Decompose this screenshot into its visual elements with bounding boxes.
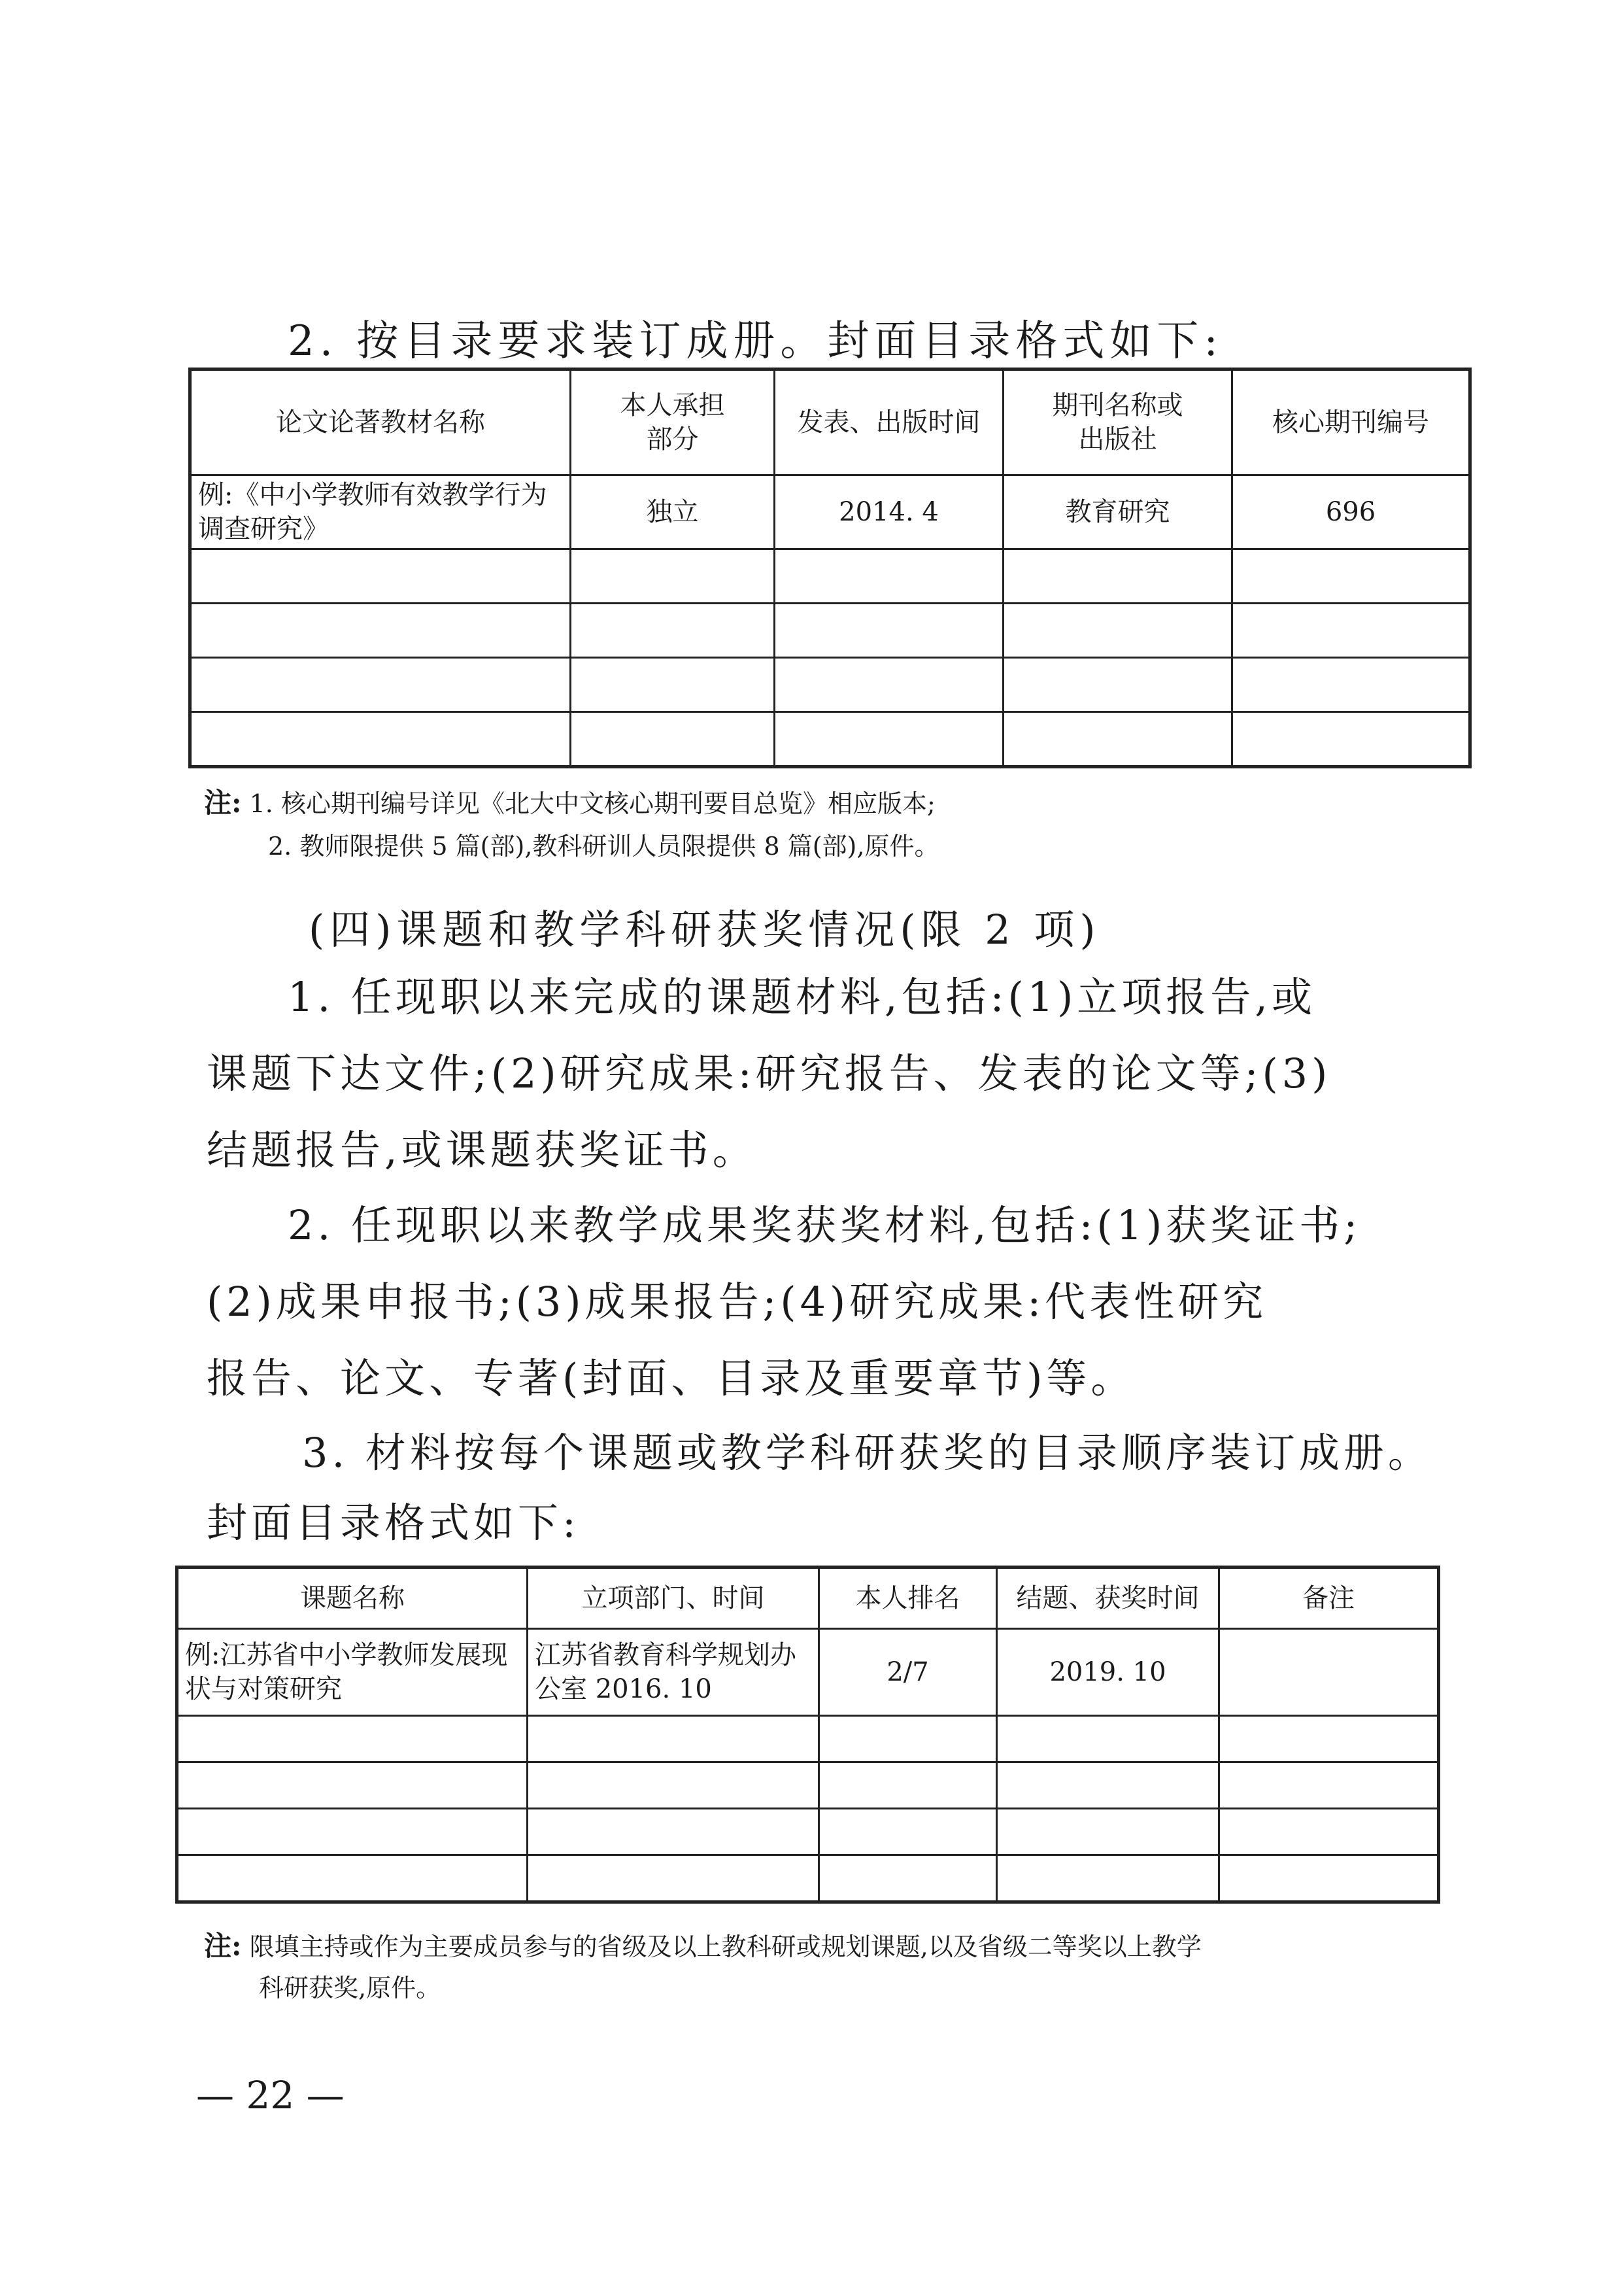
table-cell[interactable] <box>190 658 571 712</box>
header-cell: 本人承担部分 <box>571 369 775 475</box>
table-cell[interactable] <box>190 549 571 604</box>
table-note-2 <box>268 828 939 865</box>
table-cell: 2019. 10 <box>997 1629 1219 1716</box>
table-cell[interactable] <box>775 604 1004 658</box>
table-cell: 696 <box>1232 475 1470 549</box>
note-prefix: 注: <box>204 787 242 819</box>
table-cell[interactable] <box>177 1762 528 1809</box>
paragraph-line: 1. 任现职以来完成的课题材料,包括:(1)立项报告,或 <box>288 973 1316 1021</box>
table-cell: 例:江苏省中小学教师发展现状与对策研究 <box>177 1629 528 1716</box>
table-cell[interactable] <box>997 1855 1219 1902</box>
header-cell: 本人排名 <box>819 1568 997 1629</box>
table-cell[interactable] <box>571 549 775 604</box>
table-cell: 例:《中小学教师有效教学行为调查研究》 <box>190 475 571 549</box>
table-cell[interactable] <box>775 658 1004 712</box>
table-row <box>177 1629 1439 1716</box>
table-cell: 2/7 <box>819 1629 997 1716</box>
header-cell: 期刊名称或出版社 <box>1004 369 1232 475</box>
table-cell[interactable] <box>1004 658 1232 712</box>
table-cell[interactable] <box>1004 549 1232 604</box>
table-cell[interactable] <box>1219 1809 1439 1855</box>
table-cell[interactable] <box>1232 712 1470 767</box>
table-cell[interactable] <box>1219 1716 1439 1762</box>
table-row <box>177 1716 1439 1762</box>
note-text: 限填主持或作为主要成员参与的省级及以上教科研或规划课题,以及省级二等奖以上教学 <box>249 1932 1202 1961</box>
table-cell[interactable] <box>819 1716 997 1762</box>
table-row <box>177 1762 1439 1809</box>
table-cell[interactable] <box>1219 1855 1439 1902</box>
table-cell[interactable] <box>571 604 775 658</box>
table-cell[interactable] <box>819 1855 997 1902</box>
paragraph-line: 2. 任现职以来教学成果奖获奖材料,包括:(1)获奖证书; <box>288 1201 1362 1249</box>
table-cell[interactable] <box>528 1716 819 1762</box>
note-text: 科研获奖,原件。 <box>259 1974 441 2002</box>
table-row <box>190 712 1470 767</box>
table-cell[interactable] <box>819 1762 997 1809</box>
table-cell[interactable] <box>997 1716 1219 1762</box>
table-cell[interactable] <box>571 712 775 767</box>
table-row <box>190 475 1470 549</box>
section-heading: 2. 按目录要求装订成册。封面目录格式如下: <box>288 317 1223 366</box>
table-cell <box>1219 1629 1439 1716</box>
header-cell: 结题、获奖时间 <box>997 1568 1219 1629</box>
header-cell: 备注 <box>1219 1568 1439 1629</box>
table-row <box>190 658 1470 712</box>
table-cell[interactable] <box>177 1716 528 1762</box>
page-number: — 22 — <box>196 2073 345 2117</box>
table-cell[interactable] <box>1219 1762 1439 1809</box>
research-projects-table <box>175 1566 1440 1904</box>
table-note-1 <box>204 785 936 822</box>
table-note-1 <box>204 1928 1202 1965</box>
table-cell[interactable] <box>190 604 571 658</box>
table-header-row <box>190 369 1470 475</box>
table-note-2 <box>259 1970 441 2006</box>
table-cell: 2014. 4 <box>775 475 1004 549</box>
note-prefix: 注: <box>204 1930 242 1962</box>
table-cell[interactable] <box>1004 712 1232 767</box>
paragraph-line: 3. 材料按每个课题或教学科研获奖的目录顺序装订成册。 <box>302 1429 1432 1477</box>
table-cell[interactable] <box>528 1855 819 1902</box>
section-title: (四)课题和教学科研获奖情况(限 2 项) <box>309 906 1101 953</box>
paragraph-line: 报告、论文、专著(封面、目录及重要章节)等。 <box>207 1354 1136 1402</box>
table-cell: 江苏省教育科学规划办公室 2016. 10 <box>528 1629 819 1716</box>
header-cell: 核心期刊编号 <box>1232 369 1470 475</box>
publications-table <box>188 368 1472 768</box>
table-cell[interactable] <box>190 712 571 767</box>
table-cell[interactable] <box>775 712 1004 767</box>
note-text: 2. 教师限提供 5 篇(部),教科研训人员限提供 8 篇(部),原件。 <box>268 832 939 861</box>
table-cell: 教育研究 <box>1004 475 1232 549</box>
table-row <box>177 1855 1439 1902</box>
table-row <box>190 549 1470 604</box>
table-cell[interactable] <box>775 549 1004 604</box>
table-cell[interactable] <box>1232 604 1470 658</box>
table-row <box>177 1809 1439 1855</box>
table-cell[interactable] <box>1232 549 1470 604</box>
table-cell[interactable] <box>528 1809 819 1855</box>
table-cell[interactable] <box>1004 604 1232 658</box>
table-cell[interactable] <box>528 1762 819 1809</box>
paragraph-line: (2)成果申报书;(3)成果报告;(4)研究成果:代表性研究 <box>207 1278 1268 1326</box>
table-row <box>190 604 1470 658</box>
paragraph-line: 封面目录格式如下: <box>207 1499 580 1547</box>
header-cell: 发表、出版时间 <box>775 369 1004 475</box>
table-cell[interactable] <box>819 1809 997 1855</box>
table-header-row <box>177 1568 1439 1629</box>
table-cell[interactable] <box>1232 658 1470 712</box>
note-text: 1. 核心期刊编号详见《北大中文核心期刊要目总览》相应版本; <box>249 789 936 818</box>
paragraph-line: 结题报告,或课题获奖证书。 <box>207 1126 757 1174</box>
header-cell: 立项部门、时间 <box>528 1568 819 1629</box>
header-cell: 论文论著教材名称 <box>190 369 571 475</box>
table-cell[interactable] <box>177 1809 528 1855</box>
table-cell[interactable] <box>571 658 775 712</box>
table-cell[interactable] <box>177 1855 528 1902</box>
table-cell[interactable] <box>997 1762 1219 1809</box>
table-cell[interactable] <box>997 1809 1219 1855</box>
table-cell: 独立 <box>571 475 775 549</box>
paragraph-line: 课题下达文件;(2)研究成果:研究报告、发表的论文等;(3) <box>207 1050 1332 1097</box>
header-cell: 课题名称 <box>177 1568 528 1629</box>
